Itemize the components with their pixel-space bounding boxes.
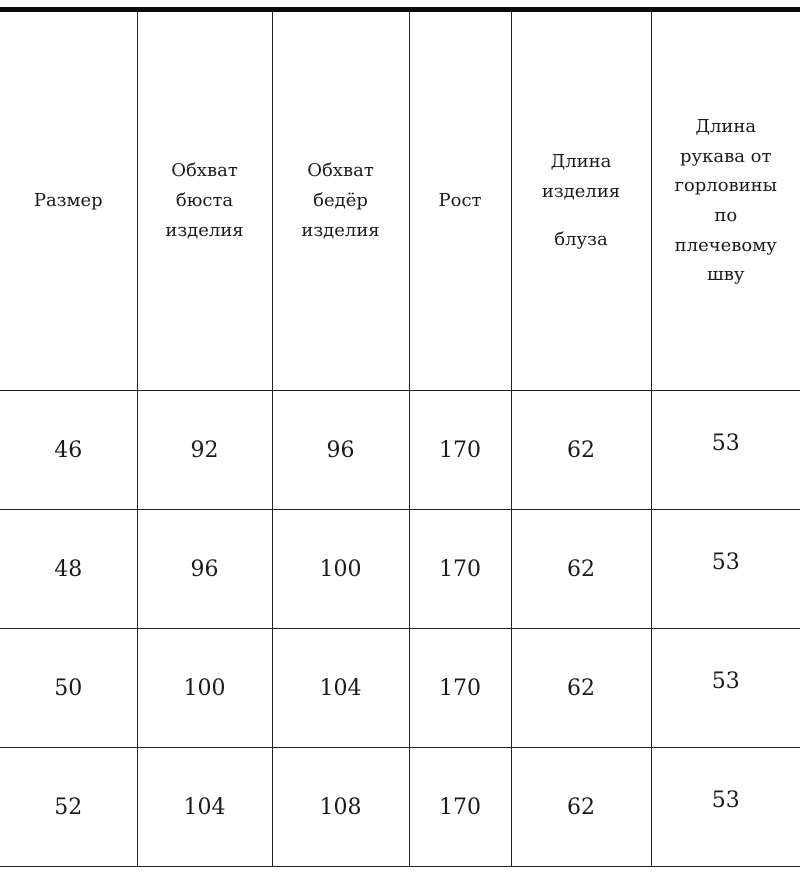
cell-bust: 96 <box>137 510 272 629</box>
header-size-label: Размер <box>33 190 103 212</box>
cell-sleeve-value: 53 <box>711 549 740 575</box>
cell-sleeve <box>651 629 800 748</box>
header-row <box>0 12 800 391</box>
cell-length: 62 <box>511 391 651 510</box>
cell-height: 170 <box>409 748 511 867</box>
header-height <box>409 12 511 391</box>
cell-length: 62 <box>511 629 651 748</box>
header-bust-label: Обхват бюста изделия <box>165 160 244 241</box>
cell-sleeve <box>651 748 800 867</box>
header-length-sublabel: блуза <box>554 228 608 250</box>
table-row <box>0 629 800 748</box>
cell-hips: 104 <box>272 629 409 748</box>
size-chart-table <box>0 12 800 867</box>
header-size <box>0 12 137 391</box>
cell-height: 170 <box>409 391 511 510</box>
cell-bust: 100 <box>137 629 272 748</box>
cell-sleeve <box>651 510 800 629</box>
cell-sleeve <box>651 391 800 510</box>
cell-hips: 96 <box>272 391 409 510</box>
table-row <box>0 510 800 629</box>
header-hips <box>272 12 409 391</box>
cell-sleeve-value: 53 <box>711 787 740 813</box>
header-hips-label: Обхват бедёр изделия <box>301 160 380 241</box>
cell-bust: 104 <box>137 748 272 867</box>
cell-height: 170 <box>409 510 511 629</box>
cell-bust: 92 <box>137 391 272 510</box>
cell-sleeve-value: 53 <box>711 430 740 456</box>
table-row <box>0 748 800 867</box>
header-sleeve-label: Длина рукава от горловины по плечевому шву <box>674 115 777 286</box>
cell-size: 48 <box>0 510 137 629</box>
cell-length: 62 <box>511 748 651 867</box>
table-row <box>0 391 800 510</box>
cell-hips: 100 <box>272 510 409 629</box>
cell-height: 170 <box>409 629 511 748</box>
cell-length: 62 <box>511 510 651 629</box>
header-bust <box>137 12 272 391</box>
header-sleeve <box>651 12 800 391</box>
header-height-label: Рост <box>438 190 482 212</box>
header-length-label: Длина изделия <box>541 151 621 203</box>
cell-size: 52 <box>0 748 137 867</box>
cell-hips: 108 <box>272 748 409 867</box>
cell-size: 50 <box>0 629 137 748</box>
cell-size: 46 <box>0 391 137 510</box>
cell-sleeve-value: 53 <box>711 668 740 694</box>
header-length <box>511 12 651 391</box>
